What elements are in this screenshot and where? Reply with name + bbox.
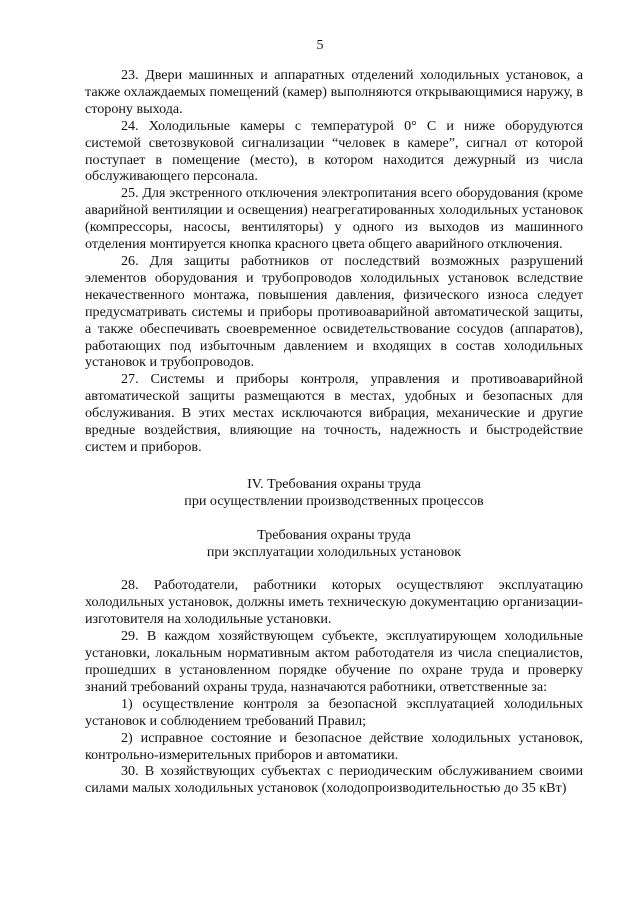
paragraph-29-item-1: 1) осуществление контроля за безопасной эксплуатацией холодильных установок и соблюдением требований Правил; [85,695,583,729]
section-heading [85,476,583,510]
document-body [85,67,583,797]
paragraph-27: 27. Системы и приборы контроля, управления и противоаварийной автоматической защиты размещаются в местах, удобных и безопасных для обслуживания. В этих местах исключаются вибрация, механические и другие вредные воздействия, влияющие на точность, надежность и быстродействие систем и приборов. [85,371,583,455]
paragraph-29-item-2: 2) исправное состояние и безопасное действие холодильных установок, контрольно-измерительных приборов и автоматики. [85,729,583,763]
paragraph-24: 24. Холодильные камеры с температурой 0° С и ниже оборудуются системой светозвуковой сигнализации “человек в камере”, сигнал от которой поступает в помещение (место), в котором находится дежурный из числа обслуживающего персонала. [85,117,583,185]
paragraph-29: 29. В каждом хозяйствующем субъекте, эксплуатирующем холодильные установки, локальным нормативным актом работодателя из числа специалистов, прошедших в установленном порядке обучение по охране труда и проверку знаний требований охраны труда, назначаются работники, ответственные за: [85,628,583,695]
section-heading-line-1: IV. Требования охраны труда [247,475,421,492]
paragraph-26: 26. Для защиты работников от последствий возможных разрушений элементов оборудования и трубопроводов холодильных установок вследствие некачественного монтажа, повышения давления, физического износа следует предусматривать системы и приборы противоаварийной автоматической защиты, а также обеспечивать своевременное освидетельствование сосудов (аппаратов), работающих под избыточным давлением и входящих в состав холодильных установок и трубопроводов. [85,252,583,371]
subsection-heading-line-1: Требования охраны труда [257,526,411,543]
paragraph-28: 28. Работодатели, работники которых осуществляют эксплуатацию холодильных установок, должны иметь техническую документацию организации-изготовителя на холодильные установки. [85,577,583,628]
page-number: 5 [316,38,324,53]
paragraph-group-bottom [85,577,583,797]
subsection-heading [85,527,583,561]
paragraph-25: 25. Для экстренного отключения электропитания всего оборудования (кроме аварийной вентиляции и освещения) неагрегатированных холодильных установок (компрессоры, насосы, вентиляторы) у одного из выходов из машинного отделения монтируется кнопка красного цвета общего аварийного отключения. [85,185,583,253]
paragraph-30: 30. В хозяйствующих субъектах с периодическим обслуживанием своими силами малых холодильных установок (холодопроизводительностью до 35 кВт) [85,763,583,797]
subsection-heading-line-2: при эксплуатации холодильных установок [206,543,462,560]
section-heading-line-2: при осуществлении производственных процессов [184,492,484,509]
paragraph-23: 23. Двери машинных и аппаратных отделений холодильных установок, а также охлаждаемых помещений (камер) выполняются открывающимися наружу, в сторону выхода. [85,67,583,117]
